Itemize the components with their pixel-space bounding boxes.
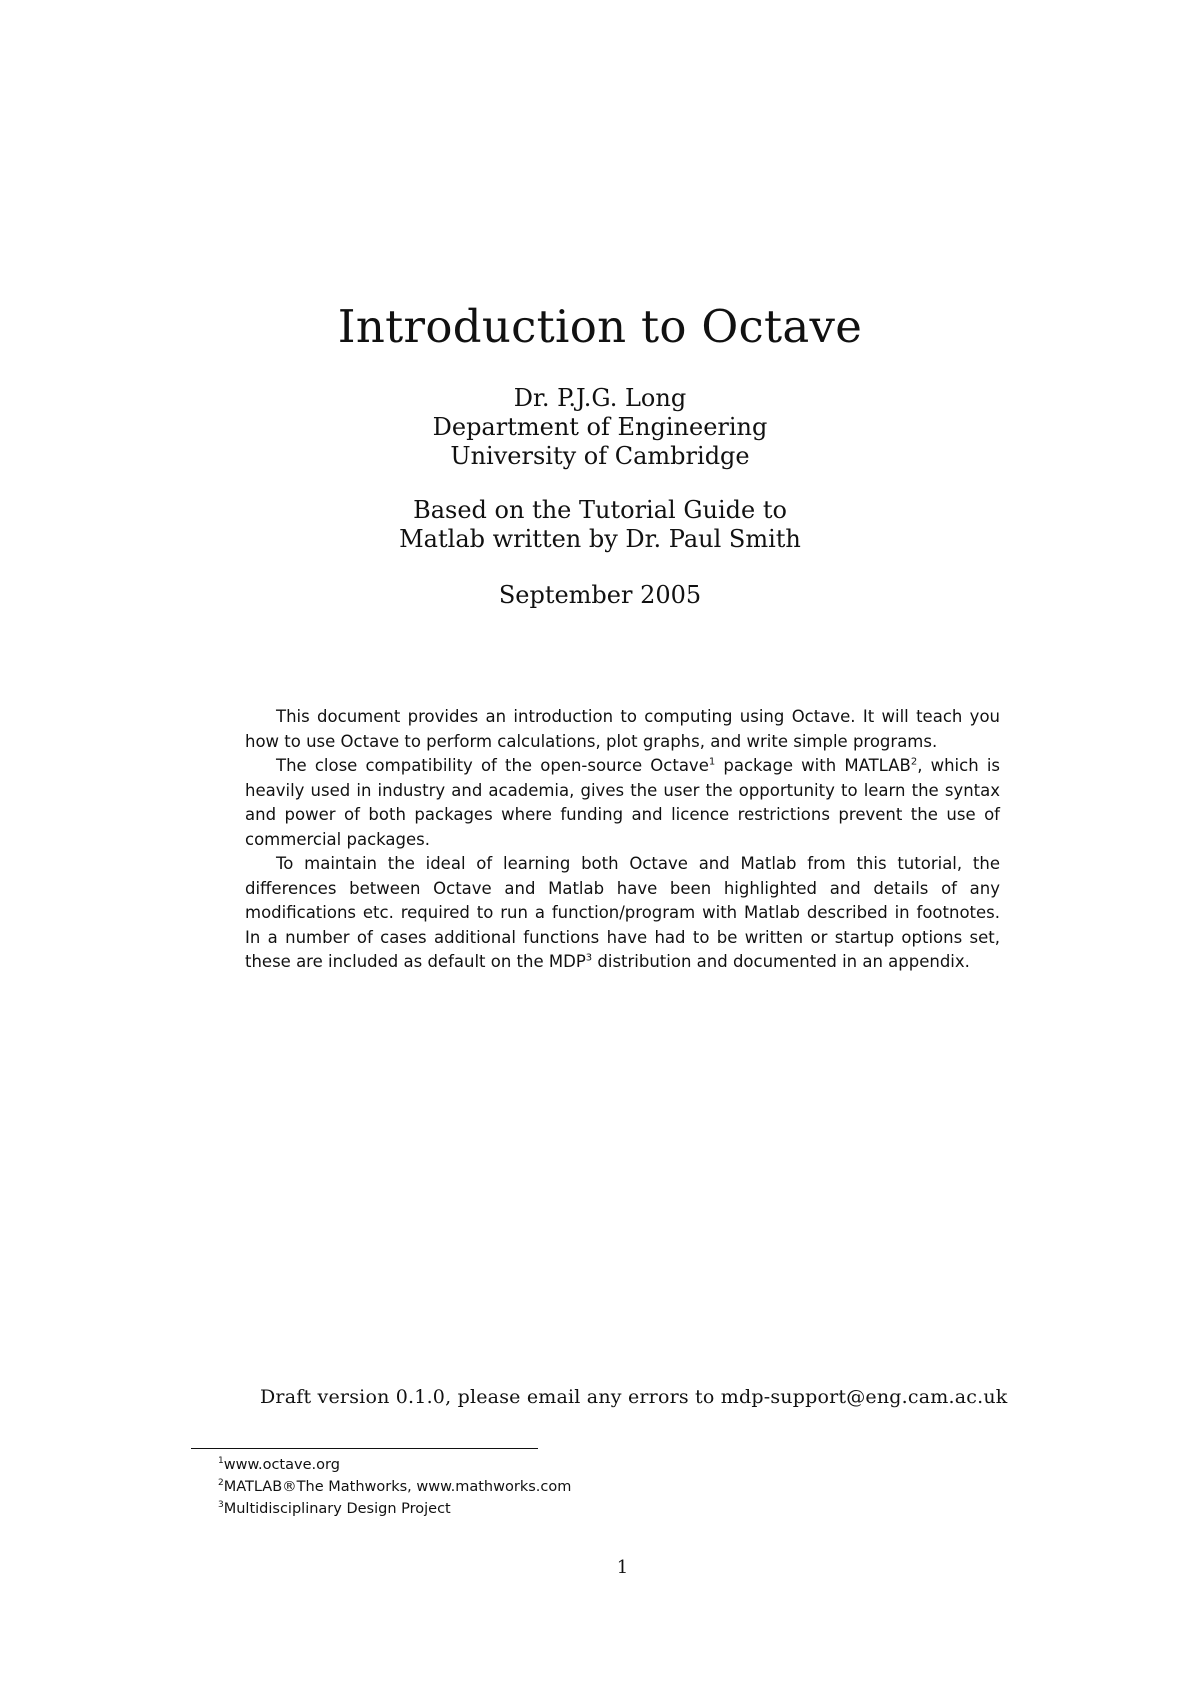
footnote-item bbox=[218, 1476, 571, 1498]
document-date: September 2005 bbox=[498, 581, 702, 609]
author-name: Dr. P.J.G. Long bbox=[513, 384, 687, 412]
author-block bbox=[0, 384, 1200, 471]
basis-line-2: Matlab written by Dr. Paul Smith bbox=[399, 525, 801, 553]
footnotes bbox=[218, 1454, 571, 1520]
abstract-p2-text-1: The close compatibility of the open-source Octave bbox=[276, 756, 709, 775]
abstract-p2-text-3: , which is heavily used in industry and academia, gives the user the opportunity to learn the syntax and power of both packages where funding and licence restrictions prevent the use of commercial packages. bbox=[245, 756, 1000, 849]
footnote-item bbox=[218, 1498, 571, 1520]
abstract-paragraph-2 bbox=[245, 754, 1000, 852]
abstract-p2-text-2: package with MATLAB bbox=[715, 756, 911, 775]
abstract-p3-text-1: To maintain the ideal of learning both Octave and Matlab from this tutorial, the differences between Octave and Matlab have been highlighted and details of any modifications etc. required to run a function/program with Matlab described in footnotes. In a number of cases additional functions have had to be written or startup options set, these are included as default on the MDP bbox=[245, 854, 1000, 971]
author-department: Department of Engineering bbox=[432, 413, 768, 441]
page-number: 1 bbox=[616, 1557, 629, 1578]
abstract-paragraph-1: This document provides an introduction to computing using Octave. It will teach you how to use Octave to perform calculations, plot graphs, and write simple programs. bbox=[245, 707, 1000, 751]
basis-line-1: Based on the Tutorial Guide to bbox=[413, 496, 787, 524]
footnote-mark: 1 bbox=[218, 1456, 224, 1467]
footnote-ref-2: 2 bbox=[910, 756, 918, 768]
footnote-text: MATLAB®The Mathworks, www.mathworks.com bbox=[223, 1479, 572, 1495]
abstract-paragraph-3 bbox=[245, 852, 1000, 975]
author-institution: University of Cambridge bbox=[450, 442, 750, 470]
draft-note: Draft version 0.1.0, please email any errors to mdp-support@eng.cam.ac.uk bbox=[260, 1386, 1008, 1408]
footnote-text: Multidisciplinary Design Project bbox=[223, 1501, 451, 1517]
basis-block bbox=[0, 496, 1200, 554]
footnote-mark: 3 bbox=[218, 1500, 224, 1511]
footnote-mark: 2 bbox=[218, 1478, 224, 1489]
footnote-divider bbox=[191, 1448, 538, 1449]
abstract bbox=[245, 705, 1000, 975]
footnote-ref-1: 1 bbox=[708, 756, 716, 768]
document-title: Introduction to Octave bbox=[337, 300, 863, 353]
footnote-ref-3: 3 bbox=[585, 952, 593, 964]
footnote-item bbox=[218, 1454, 571, 1476]
footnote-text: www.octave.org bbox=[223, 1457, 340, 1473]
abstract-p3-text-2: distribution and documented in an appendix. bbox=[592, 952, 970, 971]
